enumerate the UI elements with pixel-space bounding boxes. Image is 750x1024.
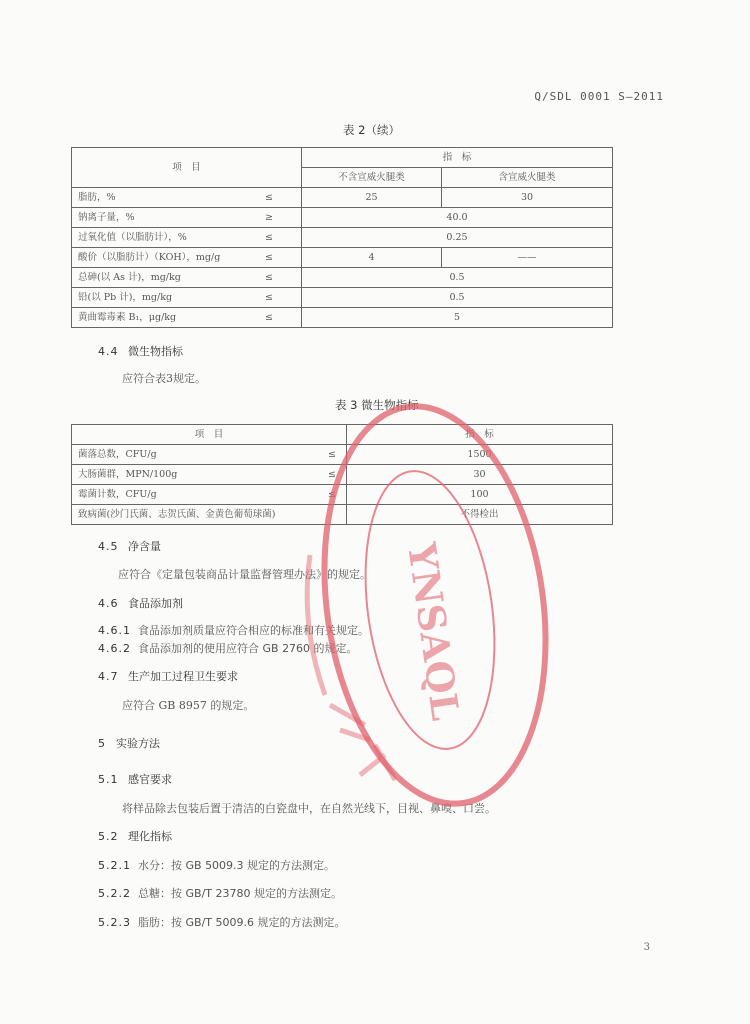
- row-label-text: 总砷(以 As 计)，mg/kg: [78, 272, 181, 283]
- row-operator: ≤: [265, 232, 273, 243]
- table-row: [72, 288, 613, 308]
- section-number: 5.2.2: [98, 887, 131, 900]
- row-operator: ≤: [328, 489, 336, 500]
- section-title: 生产加工过程卫生要求: [128, 670, 238, 683]
- row-label-text: 菌落总数，CFU/g: [78, 449, 157, 460]
- section-4-5-text: 应符合《定量包装商品计量监督管理办法》的规定。: [118, 568, 371, 581]
- cell-value: 25: [302, 188, 442, 208]
- section-title: 食品添加剂: [128, 597, 183, 610]
- section-text: 总糖：按 GB/T 23780 规定的方法测定。: [138, 887, 342, 900]
- section-4-7-text: 应符合 GB 8957 的规定。: [122, 699, 255, 712]
- section-text: 脂肪：按 GB/T 5009.6 规定的方法测定。: [138, 916, 346, 929]
- section-5-2-heading: [98, 828, 172, 844]
- cell-value: 0.5: [302, 288, 613, 308]
- section-title: 微生物指标: [128, 345, 183, 358]
- section-number: 4.4: [98, 345, 119, 358]
- section-text: 食品添加剂的使用应符合 GB 2760 的规定。: [138, 642, 358, 655]
- section-4-4-heading: [98, 343, 183, 359]
- table2-head-col-b: 含宣威火腿类: [442, 168, 613, 188]
- row-label-text: 黄曲霉毒素 B₁，μg/kg: [78, 312, 177, 323]
- row-label-text: 致病菌(沙门氏菌、志贺氏菌、金黄色葡萄球菌): [78, 509, 276, 520]
- row-label-text: 钠离子量，%: [78, 212, 135, 223]
- section-4-6-heading: [98, 595, 183, 611]
- table-row: [72, 505, 613, 525]
- table-row: [72, 308, 613, 328]
- row-label-text: 过氧化值（以脂肪计），%: [78, 232, 187, 243]
- row-label: [72, 268, 302, 288]
- section-title: 感官要求: [128, 773, 172, 786]
- section-number: 4.6: [98, 597, 119, 610]
- row-label: [72, 228, 302, 248]
- section-5-2-1: [98, 857, 335, 873]
- row-label-text: 铅(以 Pb 计)，mg/kg: [78, 292, 173, 303]
- section-4-6-2: [98, 640, 358, 656]
- row-operator: ≥: [265, 212, 273, 223]
- row-label: [72, 485, 347, 505]
- row-label: [72, 308, 302, 328]
- table2-caption: 表 2（续）: [343, 123, 400, 137]
- row-label: [72, 288, 302, 308]
- stamp-text: YNSAQL: [399, 539, 469, 724]
- table3-head-index: 指 标: [347, 425, 613, 445]
- table3-caption: 表 3 微生物指标: [335, 398, 419, 412]
- section-5-heading: [98, 735, 160, 751]
- table-row: [72, 465, 613, 485]
- table-row: [72, 208, 613, 228]
- section-number: 5.2: [98, 830, 119, 843]
- section-text: 食品添加剂质量应符合相应的标准和有关规定。: [138, 624, 369, 637]
- section-title: 净含量: [128, 540, 161, 553]
- table2: [71, 147, 613, 328]
- cell-value: 30: [347, 465, 613, 485]
- row-operator: ≤: [265, 192, 273, 203]
- row-operator: ≤: [265, 292, 273, 303]
- table-row: [72, 445, 613, 465]
- row-label: [72, 248, 302, 268]
- cell-value: 40.0: [302, 208, 613, 228]
- row-label: [72, 465, 347, 485]
- section-number: 4.7: [98, 670, 119, 683]
- table2-head-item: 项 目: [72, 148, 302, 188]
- standard-code: Q/SDL 0001 S—2011: [534, 90, 664, 103]
- section-text: 水分：按 GB 5009.3 规定的方法测定。: [138, 859, 336, 872]
- row-operator: ≤: [328, 469, 336, 480]
- row-label: [72, 188, 302, 208]
- cell-value: ——: [442, 248, 613, 268]
- cell-value: 4: [302, 248, 442, 268]
- cell-value: 0.5: [302, 268, 613, 288]
- section-5-1-heading: [98, 771, 172, 787]
- table-row: [72, 228, 613, 248]
- section-number: 4.6.2: [98, 642, 131, 655]
- table3-head-item: 项 目: [72, 425, 347, 445]
- section-4-6-1: [98, 622, 369, 638]
- row-label: [72, 445, 347, 465]
- section-number: 5.2.1: [98, 859, 131, 872]
- row-label-text: 大肠菌群，MPN/100g: [78, 469, 178, 480]
- section-4-5-heading: [98, 538, 161, 554]
- section-number: 5.2.3: [98, 916, 131, 929]
- row-label-text: 霉菌计数，CFU/g: [78, 489, 157, 500]
- section-number: 4.5: [98, 540, 119, 553]
- row-label: [72, 208, 302, 228]
- row-label-text: 脂肪，%: [78, 192, 116, 203]
- cell-value: 5: [302, 308, 613, 328]
- table3: [71, 424, 613, 525]
- section-5-2-2: [98, 885, 342, 901]
- table2-head-index: 指 标: [302, 148, 613, 168]
- section-4-7-heading: [98, 668, 238, 684]
- row-label-text: 酸价（以脂肪计）（KOH），mg/g: [78, 252, 221, 263]
- cell-value: 1500: [347, 445, 613, 465]
- section-title: 理化指标: [128, 830, 172, 843]
- row-operator: ≤: [265, 252, 273, 263]
- section-5-2-3: [98, 914, 345, 930]
- row-operator: ≤: [265, 272, 273, 283]
- row-operator: ≤: [265, 312, 273, 323]
- cell-value: 100: [347, 485, 613, 505]
- cell-value: 0.25: [302, 228, 613, 248]
- table-row: [72, 188, 613, 208]
- table2-head-col-a: 不含宣威火腿类: [302, 168, 442, 188]
- section-number: 4.6.1: [98, 624, 131, 637]
- section-5-1-text: 将样品除去包装后置于清洁的白瓷盘中，在自然光线下，目视、鼻嗅、口尝。: [122, 802, 496, 815]
- table-row: [72, 248, 613, 268]
- table-row: [72, 485, 613, 505]
- section-4-4-text: 应符合表3规定。: [122, 372, 206, 385]
- table-row: [72, 268, 613, 288]
- section-title: 实验方法: [116, 737, 160, 750]
- section-number: 5: [98, 737, 105, 750]
- section-number: 5.1: [98, 773, 119, 786]
- cell-value: 30: [442, 188, 613, 208]
- cell-value: 不得检出: [347, 505, 613, 525]
- row-label: [72, 505, 347, 525]
- row-operator: ≤: [328, 449, 336, 460]
- page-number: 3: [643, 942, 650, 953]
